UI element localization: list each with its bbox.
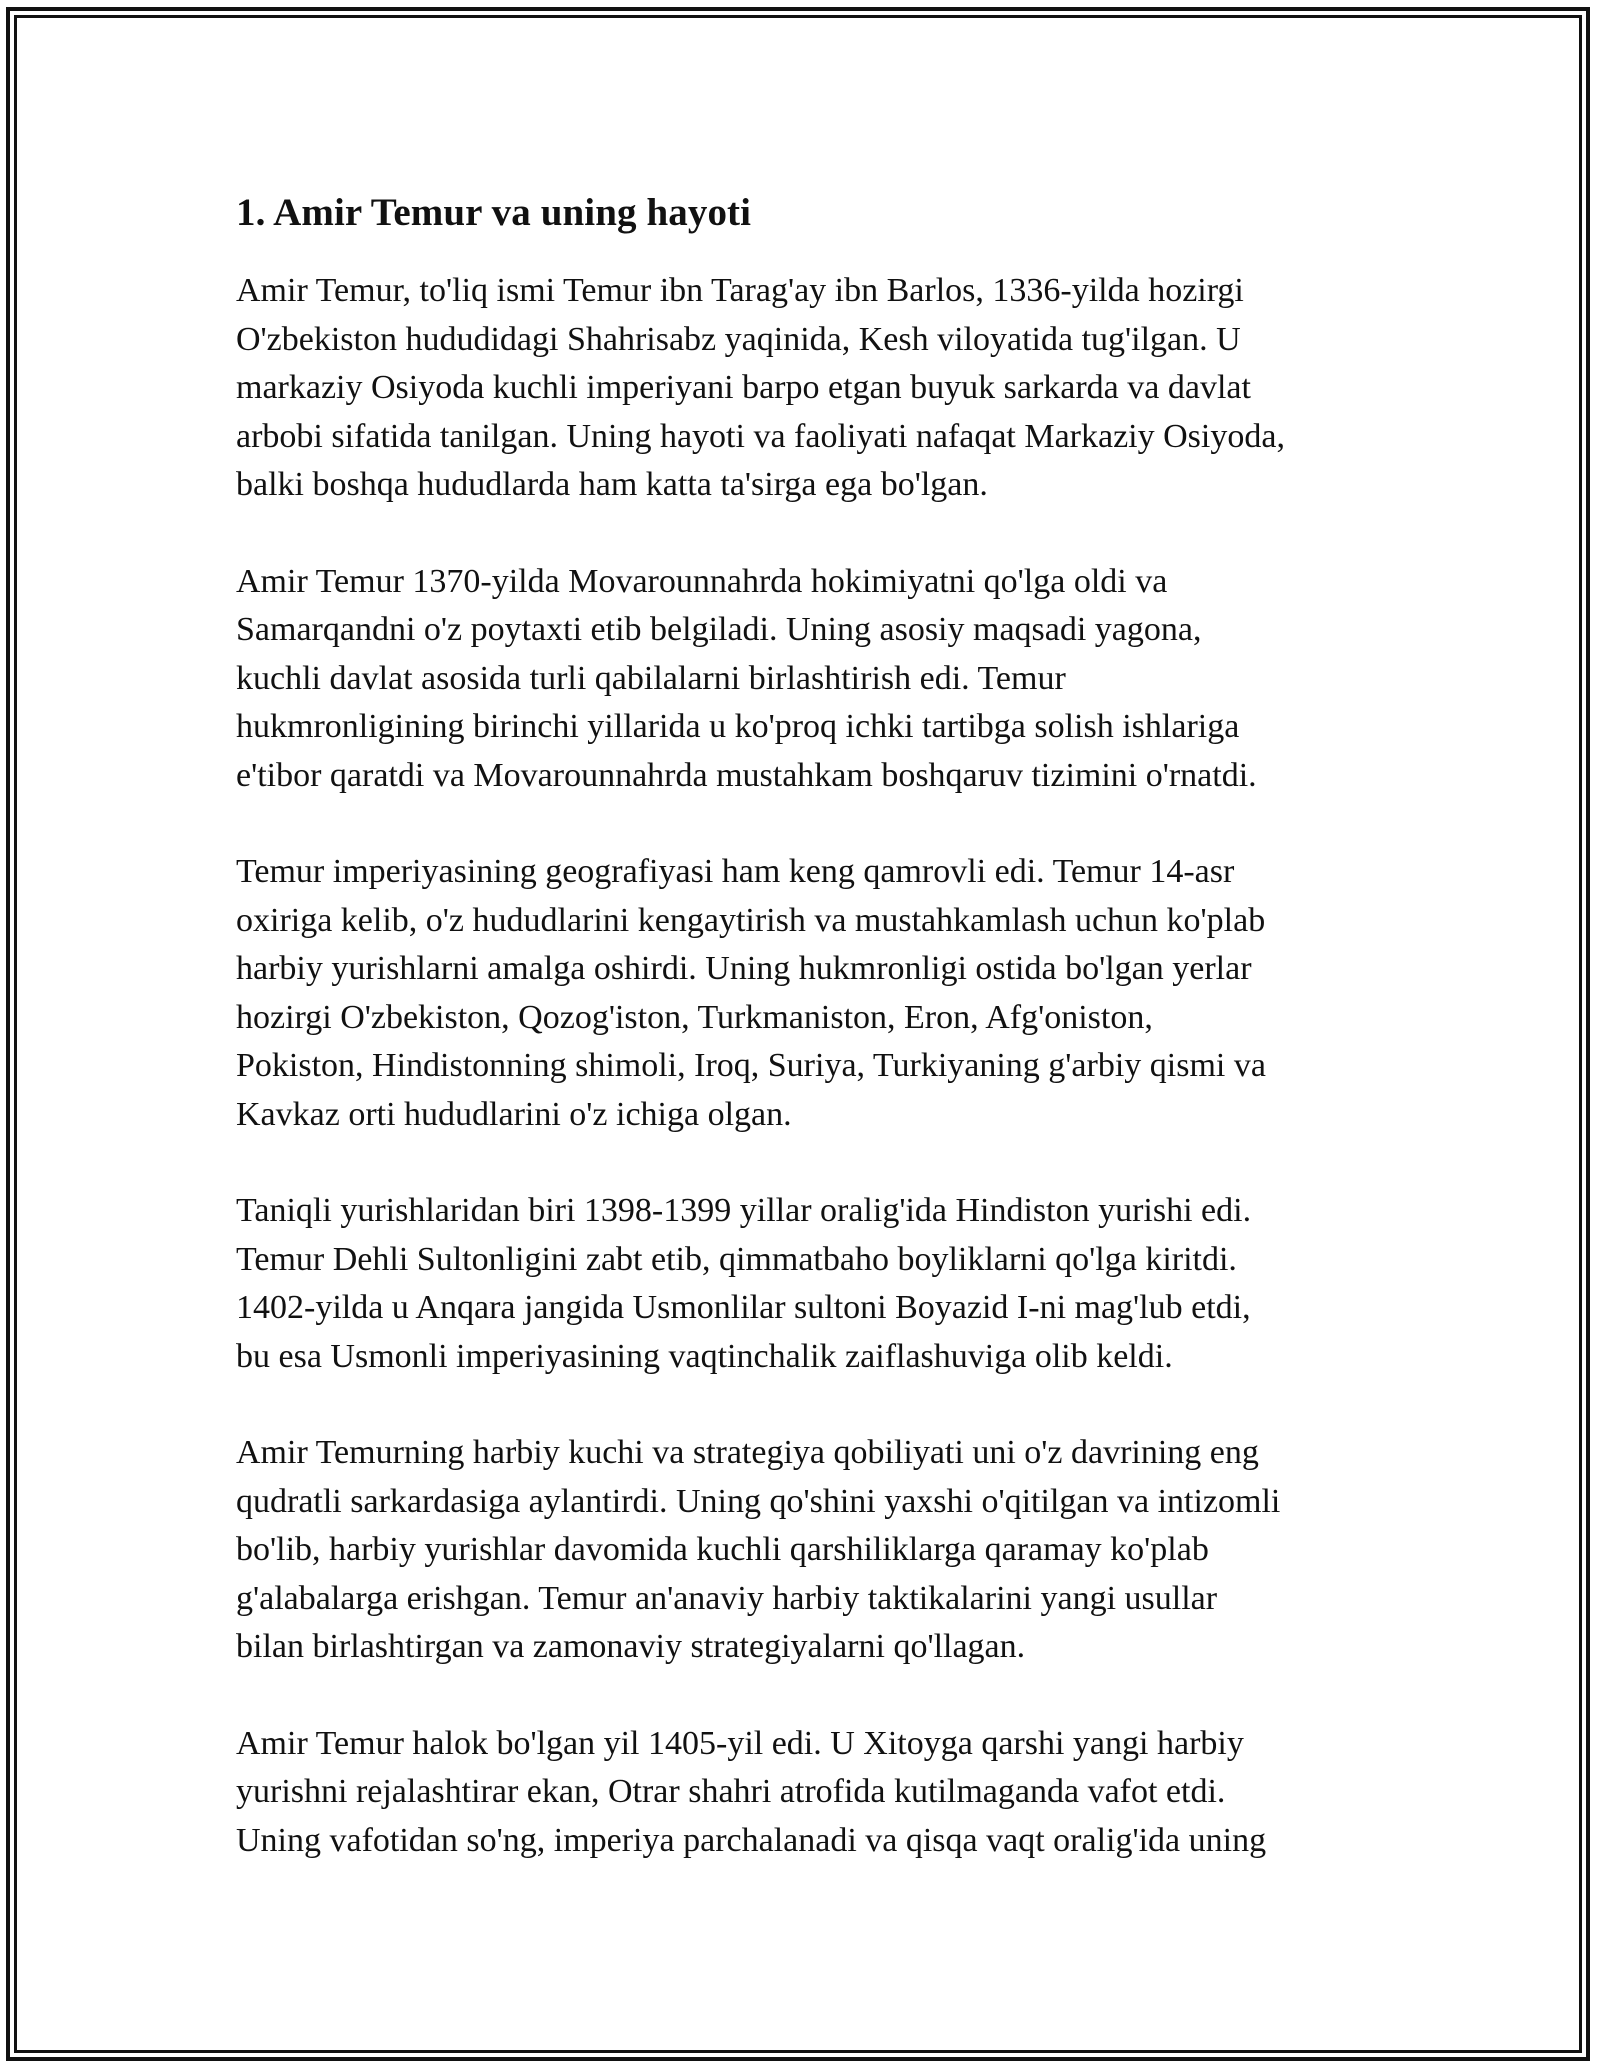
- paragraph-1: [236, 267, 1376, 510]
- paragraph-line: oxiriga kelib, o'z hududlarini kengaytirish va mustahkamlash uchun ko'plab: [236, 901, 1266, 939]
- paragraph-line: Kavkaz orti hududlarini o'z ichiga olgan.: [236, 1095, 792, 1133]
- paragraph-line: 1402-yilda u Anqara jangida Usmonlilar sultoni Boyazid I-ni mag'lub etdi,: [236, 1289, 1251, 1326]
- paragraph-line: bo'lib, harbiy yurishlar davomida kuchli qarshiliklarga qaramay ko'plab: [236, 1531, 1209, 1568]
- paragraph-line: kuchli davlat asosida turli qabilalarni birlashtirish edi. Temur: [236, 659, 1066, 697]
- paragraph-3: [236, 848, 1376, 1139]
- paragraph-line: Taniqli yurishlaridan biri 1398-1399 yillar oralig'ida Hindiston yurishi edi.: [236, 1192, 1252, 1229]
- paragraph-line: arbobi sifatida tanilgan. Uning hayoti va faoliyati nafaqat Markaziy Osiyoda,: [236, 417, 1285, 455]
- paragraph-line: Pokiston, Hindistonning shimoli, Iroq, Suriya, Turkiyaning g'arbiy qismi va: [236, 1047, 1266, 1084]
- paragraph-line: markaziy Osiyoda kuchli imperiyani barpo etgan buyuk sarkarda va davlat: [236, 369, 1251, 406]
- paragraph-line: bu esa Usmonli imperiyasining vaqtinchalik zaiflashuviga olib keldi.: [236, 1337, 1173, 1375]
- paragraph-line: yurishni rejalashtirar ekan, Otrar shahri atrofida kutilmaganda vafot etdi.: [236, 1773, 1226, 1810]
- paragraph-line: balki boshqa hududlarda ham katta ta'sirga ega bo'lgan.: [236, 466, 988, 503]
- document-body: [236, 186, 1376, 1913]
- paragraph-2: [236, 558, 1376, 801]
- paragraph-line: Amir Temurning harbiy kuchi va strategiya qobiliyati uni o'z davrining eng: [236, 1434, 1259, 1471]
- paragraph-line: harbiy yurishlarni amalga oshirdi. Uning hukmronligi ostida bo'lgan yerlar: [236, 950, 1252, 987]
- paragraph-line: bilan birlashtirgan va zamonaviy strategiyalarni qo'llagan.: [236, 1628, 1026, 1665]
- paragraph-line: Amir Temur halok bo'lgan yil 1405-yil edi. U Xitoyga qarshi yangi harbiy: [236, 1724, 1244, 1762]
- paragraph-5: [236, 1429, 1376, 1672]
- paragraph-line: qudratli sarkardasiga aylantirdi. Uning qo'shini yaxshi o'qitilgan va intizomli: [236, 1482, 1281, 1520]
- paragraph-6: [236, 1720, 1376, 1866]
- paragraph-line: Amir Temur, to'liq ismi Temur ibn Tarag'ay ibn Barlos, 1336-yilda hozirgi: [236, 272, 1244, 309]
- paragraph-line: Uning vafotidan so'ng, imperiya parchalanadi va qisqa vaqt oralig'ida uning: [236, 1821, 1267, 1859]
- paragraph-line: Temur imperiyasining geografiyasi ham keng qamrovli edi. Temur 14-asr: [236, 853, 1235, 890]
- paragraph-line: e'tibor qaratdi va Movarounnahrda mustahkam boshqaruv tizimini o'rnatdi.: [236, 756, 1257, 794]
- paragraph-line: Amir Temur 1370-yilda Movarounnahrda hokimiyatni qo'lga oldi va: [236, 562, 1168, 600]
- paragraph-line: hozirgi O'zbekiston, Qozog'iston, Turkmaniston, Eron, Afg'oniston,: [236, 998, 1153, 1036]
- paragraph-line: O'zbekiston hududidagi Shahrisabz yaqinida, Kesh viloyatida tug'ilgan. U: [236, 320, 1241, 358]
- paragraph-line: Temur Dehli Sultonligini zabt etib, qimmatbaho boyliklarni qo'lga kiritdi.: [236, 1240, 1237, 1278]
- paragraph-line: hukmronligining birinchi yillarida u ko'proq ichki tartibga solish ishlariga: [236, 708, 1240, 745]
- paragraph-4: [236, 1187, 1376, 1381]
- section-heading: 1. Amir Temur va uning hayoti: [236, 191, 752, 234]
- paragraph-line: g'alabalarga erishgan. Temur an'anaviy harbiy taktikalarini yangi usullar: [236, 1579, 1218, 1617]
- paragraph-line: Samarqandni o'z poytaxti etib belgiladi. Uning asosiy maqsadi yagona,: [236, 611, 1202, 648]
